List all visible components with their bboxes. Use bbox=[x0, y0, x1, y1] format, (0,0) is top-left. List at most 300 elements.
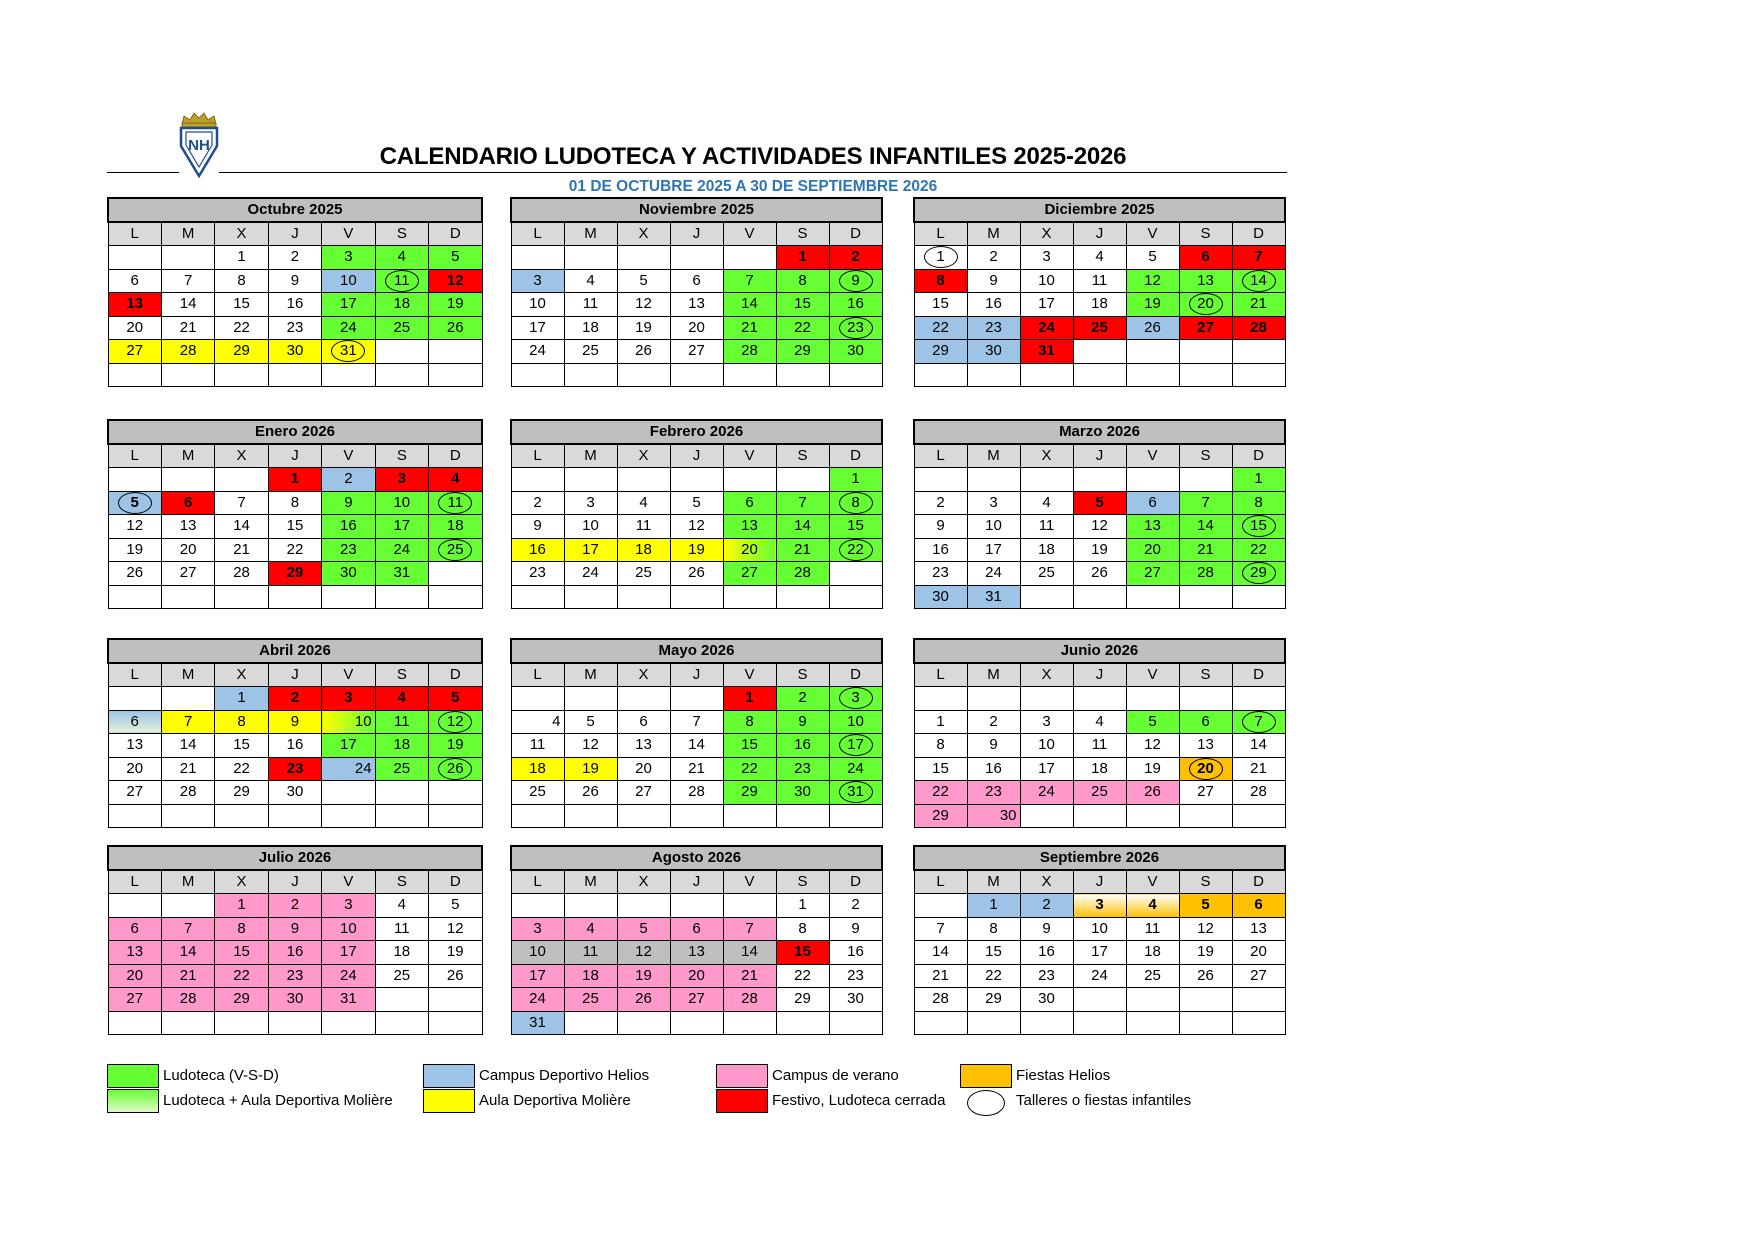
day-cell bbox=[776, 964, 829, 988]
day-cell bbox=[1020, 894, 1073, 918]
empty-day-cell bbox=[268, 585, 321, 609]
day-cell bbox=[564, 293, 617, 317]
day-number: 20 bbox=[635, 759, 652, 777]
day-cell bbox=[1232, 964, 1285, 988]
day-number: 16 bbox=[529, 540, 546, 558]
day-cell bbox=[511, 491, 564, 515]
day-number: 3 bbox=[586, 493, 595, 511]
day-number: 3 bbox=[1095, 896, 1104, 914]
empty-day-cell bbox=[215, 1011, 268, 1035]
day-number: 7 bbox=[183, 712, 193, 730]
day-number: 23 bbox=[794, 759, 811, 777]
day-cell bbox=[776, 538, 829, 562]
weekday-header: L bbox=[511, 444, 564, 468]
empty-day-cell bbox=[1179, 687, 1232, 711]
day-cell bbox=[670, 293, 723, 317]
day-number: 2 bbox=[344, 470, 353, 488]
day-number: 11 bbox=[582, 943, 599, 961]
day-cell bbox=[268, 269, 321, 293]
day-cell bbox=[268, 988, 321, 1012]
day-number: 9 bbox=[290, 712, 300, 730]
empty-day-cell bbox=[108, 894, 161, 918]
day-number: 25 bbox=[1091, 783, 1108, 801]
week-row bbox=[108, 734, 482, 758]
day-number: 22 bbox=[233, 759, 250, 777]
empty-day-cell bbox=[1126, 687, 1179, 711]
day-cell bbox=[914, 988, 967, 1012]
weekday-header: J bbox=[1073, 870, 1126, 894]
day-number: 18 bbox=[1144, 943, 1161, 961]
day-number: 12 bbox=[1091, 517, 1108, 535]
week-row bbox=[914, 917, 1285, 941]
day-number: 28 bbox=[1250, 318, 1267, 336]
day-cell bbox=[1073, 515, 1126, 539]
weekday-header: X bbox=[215, 222, 268, 246]
day-cell bbox=[161, 491, 214, 515]
day-cell bbox=[1126, 293, 1179, 317]
month-calendar bbox=[913, 197, 1286, 387]
week-row bbox=[511, 1011, 882, 1035]
day-cell bbox=[617, 491, 670, 515]
day-number: 26 bbox=[635, 990, 652, 1008]
day-cell bbox=[429, 964, 482, 988]
day-cell bbox=[429, 917, 482, 941]
day-number: 8 bbox=[237, 712, 246, 730]
day-cell bbox=[268, 515, 321, 539]
day-cell bbox=[617, 781, 670, 805]
weekday-header: J bbox=[1073, 444, 1126, 468]
day-number: 20 bbox=[126, 318, 144, 336]
day-cell bbox=[1232, 562, 1285, 586]
day-number: 14 bbox=[932, 943, 949, 961]
week-row bbox=[511, 988, 882, 1012]
day-number: 31 bbox=[340, 990, 357, 1008]
empty-day-cell bbox=[375, 363, 428, 387]
day-cell bbox=[1232, 316, 1285, 340]
empty-day-cell bbox=[617, 894, 670, 918]
day-cell bbox=[108, 757, 161, 781]
day-number: 16 bbox=[286, 736, 304, 754]
week-row bbox=[108, 468, 482, 492]
day-cell bbox=[967, 894, 1020, 918]
month-title: Junio 2026 bbox=[914, 639, 1285, 663]
week-row bbox=[511, 515, 882, 539]
day-number: 22 bbox=[1250, 540, 1267, 558]
day-cell bbox=[375, 562, 428, 586]
day-cell bbox=[215, 964, 268, 988]
day-number: 11 bbox=[447, 493, 464, 511]
day-number: 4 bbox=[586, 271, 595, 289]
day-cell bbox=[776, 687, 829, 711]
empty-day-cell bbox=[268, 804, 321, 828]
month-calendar bbox=[510, 845, 883, 1035]
day-number: 24 bbox=[354, 759, 372, 777]
day-cell bbox=[670, 964, 723, 988]
day-number: 18 bbox=[582, 318, 599, 336]
weekday-header: V bbox=[322, 222, 375, 246]
day-number: 25 bbox=[1038, 564, 1055, 582]
day-cell bbox=[511, 562, 564, 586]
day-cell bbox=[108, 538, 161, 562]
day-number: 21 bbox=[179, 966, 197, 984]
weekday-header: V bbox=[322, 663, 375, 687]
weekday-header: J bbox=[268, 663, 321, 687]
empty-day-cell bbox=[776, 804, 829, 828]
day-cell bbox=[268, 562, 321, 586]
day-number: 1 bbox=[798, 248, 807, 266]
day-cell bbox=[215, 269, 268, 293]
empty-day-cell bbox=[429, 340, 482, 364]
day-cell bbox=[967, 562, 1020, 586]
empty-day-cell bbox=[914, 363, 967, 387]
day-cell bbox=[215, 917, 268, 941]
day-number: 15 bbox=[985, 943, 1002, 961]
day-cell bbox=[670, 491, 723, 515]
day-number: 8 bbox=[237, 919, 246, 937]
empty-day-cell bbox=[829, 363, 882, 387]
day-cell bbox=[1020, 988, 1073, 1012]
day-cell bbox=[108, 269, 161, 293]
empty-day-cell bbox=[511, 585, 564, 609]
day-number: 10 bbox=[847, 712, 864, 730]
day-cell bbox=[108, 941, 161, 965]
day-cell bbox=[1232, 917, 1285, 941]
day-cell bbox=[511, 988, 564, 1012]
day-number: 9 bbox=[1042, 919, 1051, 937]
day-cell bbox=[1073, 269, 1126, 293]
day-number: 17 bbox=[1038, 295, 1055, 313]
day-cell bbox=[268, 964, 321, 988]
weekday-header: L bbox=[108, 444, 161, 468]
day-number: 8 bbox=[745, 712, 754, 730]
day-cell bbox=[215, 491, 268, 515]
day-cell bbox=[829, 687, 882, 711]
day-number: 23 bbox=[1038, 966, 1055, 984]
day-cell bbox=[1179, 491, 1232, 515]
empty-day-cell bbox=[1179, 804, 1232, 828]
weekday-header: X bbox=[215, 444, 268, 468]
empty-day-cell bbox=[322, 1011, 375, 1035]
day-cell bbox=[670, 734, 723, 758]
empty-day-cell bbox=[1232, 1011, 1285, 1035]
week-row bbox=[108, 804, 482, 828]
weekday-header: S bbox=[375, 870, 428, 894]
day-cell bbox=[1126, 710, 1179, 734]
empty-day-cell bbox=[322, 804, 375, 828]
month-calendar bbox=[107, 197, 483, 387]
day-number: 18 bbox=[635, 540, 652, 558]
day-number: 26 bbox=[688, 564, 705, 582]
empty-day-cell bbox=[108, 687, 161, 711]
day-number: 23 bbox=[286, 966, 304, 984]
day-cell bbox=[1232, 468, 1285, 492]
day-number: 30 bbox=[286, 990, 304, 1008]
day-cell bbox=[776, 515, 829, 539]
day-number: 22 bbox=[932, 783, 949, 801]
day-number: 18 bbox=[1091, 759, 1108, 777]
week-row bbox=[511, 269, 882, 293]
week-row bbox=[511, 538, 882, 562]
day-cell bbox=[322, 316, 375, 340]
day-cell bbox=[914, 964, 967, 988]
day-number: 25 bbox=[1144, 966, 1161, 984]
day-number: 26 bbox=[446, 966, 464, 984]
day-cell bbox=[1126, 781, 1179, 805]
empty-day-cell bbox=[776, 468, 829, 492]
week-row bbox=[511, 710, 882, 734]
week-row bbox=[914, 246, 1285, 270]
day-number: 11 bbox=[1091, 736, 1108, 754]
day-number: 30 bbox=[985, 342, 1002, 360]
day-number: 6 bbox=[1201, 712, 1210, 730]
empty-day-cell bbox=[564, 246, 617, 270]
day-cell bbox=[215, 538, 268, 562]
day-number: 21 bbox=[1197, 540, 1214, 558]
day-cell bbox=[1126, 246, 1179, 270]
month-calendar bbox=[510, 197, 883, 387]
day-cell bbox=[914, 804, 967, 828]
empty-day-cell bbox=[723, 363, 776, 387]
day-cell bbox=[723, 491, 776, 515]
day-cell bbox=[776, 316, 829, 340]
day-number: 15 bbox=[233, 295, 250, 313]
day-number: 6 bbox=[1148, 493, 1157, 511]
day-number: 22 bbox=[794, 318, 811, 336]
day-cell bbox=[967, 804, 1020, 828]
day-cell bbox=[215, 781, 268, 805]
day-number: 4 bbox=[1095, 248, 1104, 266]
empty-day-cell bbox=[670, 687, 723, 711]
empty-day-cell bbox=[1126, 1011, 1179, 1035]
day-cell bbox=[1020, 941, 1073, 965]
day-number: 14 bbox=[741, 943, 758, 961]
day-number: 24 bbox=[340, 966, 357, 984]
legend-swatch bbox=[960, 1064, 1012, 1088]
empty-day-cell bbox=[322, 585, 375, 609]
empty-day-cell bbox=[670, 1011, 723, 1035]
empty-day-cell bbox=[1020, 687, 1073, 711]
day-cell bbox=[914, 316, 967, 340]
day-cell bbox=[268, 734, 321, 758]
day-number: 11 bbox=[394, 919, 410, 937]
day-cell bbox=[322, 293, 375, 317]
day-cell bbox=[670, 562, 723, 586]
week-row bbox=[914, 538, 1285, 562]
day-cell bbox=[375, 491, 428, 515]
empty-day-cell bbox=[1232, 687, 1285, 711]
day-number: 4 bbox=[1095, 712, 1104, 730]
empty-day-cell bbox=[564, 894, 617, 918]
weekday-header: D bbox=[829, 663, 882, 687]
day-cell bbox=[967, 293, 1020, 317]
day-number: 18 bbox=[393, 943, 411, 961]
empty-day-cell bbox=[268, 363, 321, 387]
day-number: 22 bbox=[233, 318, 250, 336]
week-row bbox=[914, 781, 1285, 805]
day-number: 24 bbox=[1038, 783, 1055, 801]
day-number: 3 bbox=[851, 689, 860, 707]
day-cell bbox=[511, 293, 564, 317]
weekday-header: S bbox=[1179, 663, 1232, 687]
day-cell bbox=[723, 710, 776, 734]
day-number: 27 bbox=[179, 564, 197, 582]
day-number: 20 bbox=[688, 966, 705, 984]
day-cell bbox=[375, 293, 428, 317]
weekday-header: S bbox=[375, 444, 428, 468]
day-number: 24 bbox=[340, 318, 357, 336]
weekday-header: S bbox=[776, 870, 829, 894]
day-number: 22 bbox=[794, 966, 811, 984]
day-number: 10 bbox=[354, 712, 372, 730]
week-row bbox=[914, 1011, 1285, 1035]
day-cell bbox=[1232, 941, 1285, 965]
day-number: 5 bbox=[639, 919, 648, 937]
week-row bbox=[108, 269, 482, 293]
day-number: 21 bbox=[741, 318, 758, 336]
day-number: 21 bbox=[932, 966, 949, 984]
day-number: 13 bbox=[1197, 271, 1214, 289]
day-cell bbox=[1126, 316, 1179, 340]
day-number: 17 bbox=[340, 943, 357, 961]
day-cell bbox=[723, 941, 776, 965]
day-cell bbox=[322, 757, 375, 781]
day-cell bbox=[161, 917, 214, 941]
day-number: 31 bbox=[985, 587, 1002, 605]
month-calendar bbox=[510, 638, 883, 828]
day-number: 7 bbox=[936, 919, 945, 937]
day-number: 20 bbox=[741, 540, 758, 558]
day-cell bbox=[670, 538, 723, 562]
weekday-header: M bbox=[967, 222, 1020, 246]
day-cell bbox=[161, 562, 214, 586]
day-number: 7 bbox=[1254, 248, 1263, 266]
day-number: 18 bbox=[1091, 295, 1108, 313]
day-cell bbox=[617, 734, 670, 758]
day-cell bbox=[375, 917, 428, 941]
day-number: 10 bbox=[529, 295, 546, 313]
legend-label: Festivo, Ludoteca cerrada bbox=[772, 1092, 946, 1109]
week-row bbox=[511, 917, 882, 941]
empty-day-cell bbox=[161, 1011, 214, 1035]
week-row bbox=[914, 562, 1285, 586]
week-row bbox=[108, 363, 482, 387]
empty-day-cell bbox=[670, 585, 723, 609]
empty-day-cell bbox=[161, 468, 214, 492]
weekday-header: M bbox=[161, 663, 214, 687]
day-number: 14 bbox=[1250, 736, 1267, 754]
day-cell bbox=[375, 894, 428, 918]
day-cell bbox=[108, 917, 161, 941]
day-cell bbox=[829, 538, 882, 562]
day-cell bbox=[617, 562, 670, 586]
empty-day-cell bbox=[108, 468, 161, 492]
day-number: 26 bbox=[1144, 783, 1161, 801]
week-row bbox=[108, 757, 482, 781]
day-cell bbox=[1073, 293, 1126, 317]
legend-label: Campus Deportivo Helios bbox=[479, 1067, 650, 1084]
week-row bbox=[108, 491, 482, 515]
day-cell bbox=[108, 710, 161, 734]
day-cell bbox=[829, 781, 882, 805]
day-number: 24 bbox=[582, 564, 599, 582]
day-cell bbox=[1073, 757, 1126, 781]
legend-label: Aula Deportiva Molière bbox=[479, 1092, 631, 1109]
weekday-header: J bbox=[670, 870, 723, 894]
day-number: 4 bbox=[451, 470, 460, 488]
day-number: 20 bbox=[1250, 943, 1267, 961]
day-cell bbox=[161, 316, 214, 340]
day-cell bbox=[564, 538, 617, 562]
weekday-header: M bbox=[161, 870, 214, 894]
empty-day-cell bbox=[723, 1011, 776, 1035]
empty-day-cell bbox=[375, 804, 428, 828]
day-cell bbox=[108, 515, 161, 539]
empty-day-cell bbox=[511, 804, 564, 828]
day-number: 8 bbox=[798, 271, 807, 289]
day-cell bbox=[914, 734, 967, 758]
empty-day-cell bbox=[375, 781, 428, 805]
day-cell bbox=[776, 917, 829, 941]
month-title: Abril 2026 bbox=[108, 639, 482, 663]
day-number: 31 bbox=[393, 564, 411, 582]
legend-label: Fiestas Helios bbox=[1016, 1067, 1111, 1084]
day-cell bbox=[1073, 562, 1126, 586]
day-number: 12 bbox=[126, 517, 144, 535]
day-cell bbox=[268, 757, 321, 781]
day-cell bbox=[268, 781, 321, 805]
day-number: 18 bbox=[529, 759, 546, 777]
day-cell bbox=[1232, 269, 1285, 293]
day-number: 26 bbox=[446, 759, 464, 777]
day-cell bbox=[829, 964, 882, 988]
day-number: 15 bbox=[847, 517, 864, 535]
day-cell bbox=[617, 316, 670, 340]
day-cell bbox=[161, 515, 214, 539]
day-cell bbox=[723, 964, 776, 988]
empty-day-cell bbox=[1126, 988, 1179, 1012]
empty-day-cell bbox=[723, 468, 776, 492]
day-cell bbox=[268, 941, 321, 965]
weekday-header: X bbox=[617, 222, 670, 246]
day-number: 22 bbox=[847, 540, 864, 558]
day-cell bbox=[723, 293, 776, 317]
day-cell bbox=[967, 734, 1020, 758]
day-number: 1 bbox=[936, 712, 945, 730]
empty-day-cell bbox=[108, 1011, 161, 1035]
day-number: 27 bbox=[126, 990, 144, 1008]
day-number: 29 bbox=[794, 990, 811, 1008]
day-number: 11 bbox=[582, 295, 599, 313]
empty-day-cell bbox=[1073, 340, 1126, 364]
month-title: Noviembre 2025 bbox=[511, 198, 882, 222]
day-number: 10 bbox=[1091, 919, 1108, 937]
day-number: 1 bbox=[237, 689, 246, 707]
day-number: 26 bbox=[635, 342, 652, 360]
day-cell bbox=[1232, 757, 1285, 781]
empty-day-cell bbox=[215, 363, 268, 387]
day-number: 2 bbox=[989, 248, 998, 266]
day-number: 8 bbox=[851, 493, 860, 511]
weekday-header: L bbox=[914, 663, 967, 687]
day-number: 27 bbox=[1144, 564, 1161, 582]
day-number: 9 bbox=[344, 493, 353, 511]
empty-day-cell bbox=[914, 1011, 967, 1035]
day-number: 15 bbox=[932, 295, 949, 313]
empty-day-cell bbox=[1232, 988, 1285, 1012]
day-cell bbox=[322, 894, 375, 918]
day-cell bbox=[161, 269, 214, 293]
day-number: 6 bbox=[692, 919, 701, 937]
